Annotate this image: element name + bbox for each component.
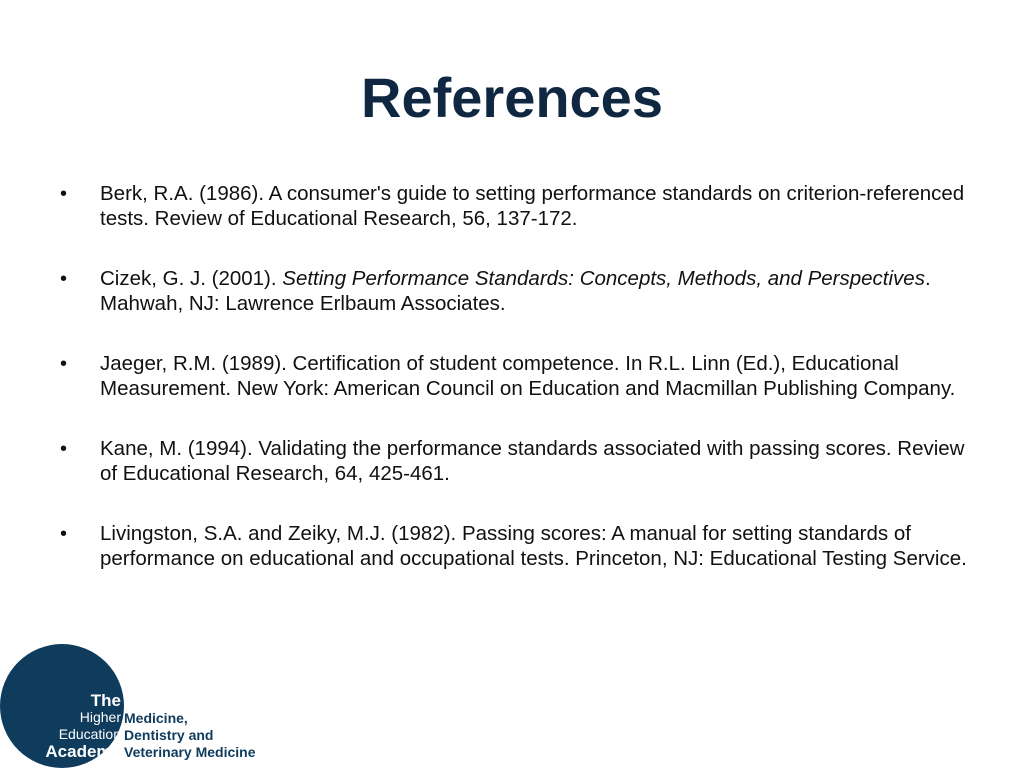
reference-list — [60, 182, 980, 607]
logo-circle — [0, 644, 124, 768]
reference-item — [60, 182, 980, 231]
logo-line-higher: Higher — [79, 709, 121, 725]
reference-text: Berk, R.A. (1986). A consumer's guide to setting performance standards on criterion-referenced tests. Review of Educational Research, 56, 137-172. — [100, 182, 965, 230]
reference-text: Jaeger, R.M. (1989). Certification of student competence. In R.L. Linn (Ed.), Educational Measurement. New York: American Council on Education and Macmillan Publishing Company. — [100, 352, 956, 400]
hea-logo — [0, 644, 290, 768]
bullet-icon: • — [60, 353, 68, 375]
logo-circle-text — [45, 692, 121, 760]
logo-line-education: Education — [58, 726, 121, 742]
reference-item — [60, 437, 980, 486]
bullet-icon: • — [60, 523, 68, 545]
logo-subject-text — [124, 710, 256, 761]
logo-line-the: The — [90, 691, 121, 710]
logo-side-line3: Veterinary Medicine — [124, 744, 256, 760]
reference-item — [60, 267, 980, 316]
reference-book-title: Setting Performance Standards: Concepts, Methods, and Perspectives — [282, 267, 925, 290]
reference-text-publisher: . Mahwah, NJ: Lawrence Erlbaum Associates. — [100, 267, 931, 315]
logo-side-line2: Dentistry and — [124, 727, 214, 743]
reference-text: Cizek, G. J. (2001). — [100, 267, 283, 290]
reference-text: Livingston, S.A. and Zeiky, M.J. (1982). Passing scores: A manual for setting standards of performance on educational and occupational tests. Princeton, NJ: Educational Testing Service. — [100, 522, 967, 570]
reference-text: Kane, M. (1994). Validating the performance standards associated with passing scores. Review of Educational Research, 64, 425-461. — [100, 437, 965, 485]
logo-side-line1: Medicine, — [124, 710, 188, 726]
logo-line-academy: Academy — [45, 742, 121, 761]
bullet-icon: • — [60, 183, 68, 205]
slide-title: References — [361, 66, 663, 129]
reference-item — [60, 352, 980, 401]
reference-item — [60, 522, 980, 571]
bullet-icon: • — [60, 438, 68, 460]
bullet-icon: • — [60, 268, 68, 290]
